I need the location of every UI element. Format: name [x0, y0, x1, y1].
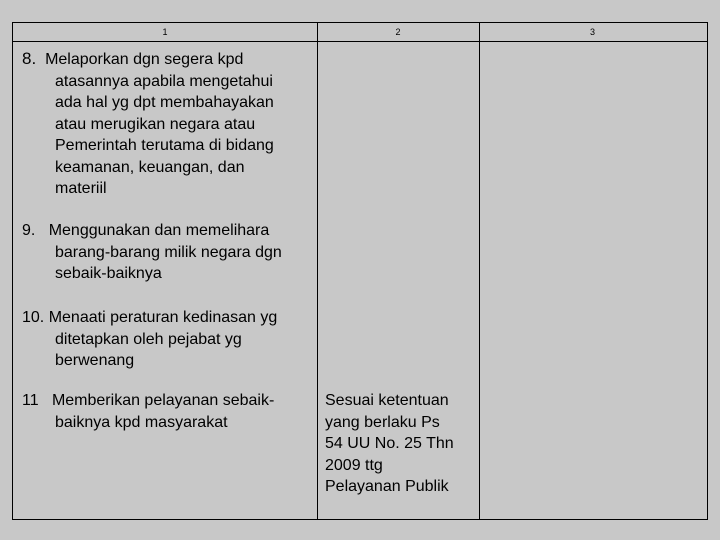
item-number: 9. [22, 222, 36, 239]
item-text: Melaporkan dgn segera kpd [45, 51, 244, 68]
list-item [22, 220, 312, 285]
note-line: Pelayanan Publik [325, 478, 449, 495]
item-text: Pemerintah terutama di bidang [55, 137, 274, 154]
list-item [22, 307, 312, 372]
item-text: materiil [55, 180, 107, 197]
item-number: 11 [22, 392, 39, 409]
note-line: Sesuai ketentuan [325, 392, 449, 409]
legal-basis-note [325, 390, 475, 498]
item-text: keamanan, keuangan, dan [55, 158, 245, 176]
note-line: yang berlaku Ps [325, 413, 440, 431]
list-item [22, 390, 312, 433]
list-item [22, 48, 312, 200]
item-text: Menggunakan dan memelihara [48, 222, 270, 239]
table-header-row [13, 23, 707, 42]
table [12, 22, 708, 520]
item-text: baiknya kpd masyarakat [55, 413, 228, 431]
item-text: ditetapkan oleh pejabat yg [55, 330, 242, 348]
item-text: ada hal yg dpt membahayakan [55, 94, 274, 111]
item-number: 8. [22, 49, 37, 68]
item-text: barang-barang milik negara dgn [55, 243, 282, 261]
item-text: atau merugikan negara atau [55, 115, 256, 133]
column-divider-1 [317, 23, 318, 519]
column-divider-2 [479, 23, 480, 519]
column-header-2: 2 [395, 27, 401, 37]
item-number: 10. [22, 309, 45, 326]
item-text: Memberikan pelayanan sebaik- [51, 392, 275, 409]
item-text: berwenang [55, 352, 135, 369]
item-text: Menaati peraturan kedinasan yg [48, 309, 278, 326]
item-text: atasannya apabila mengetahui [55, 72, 273, 90]
note-line: 2009 ttg [325, 456, 383, 474]
note-line: 54 UU No. 25 Thn [325, 435, 454, 452]
column-header-3: 3 [589, 27, 595, 37]
column-header-1: 1 [162, 27, 168, 37]
item-text: sebaik-baiknya [55, 265, 162, 282]
